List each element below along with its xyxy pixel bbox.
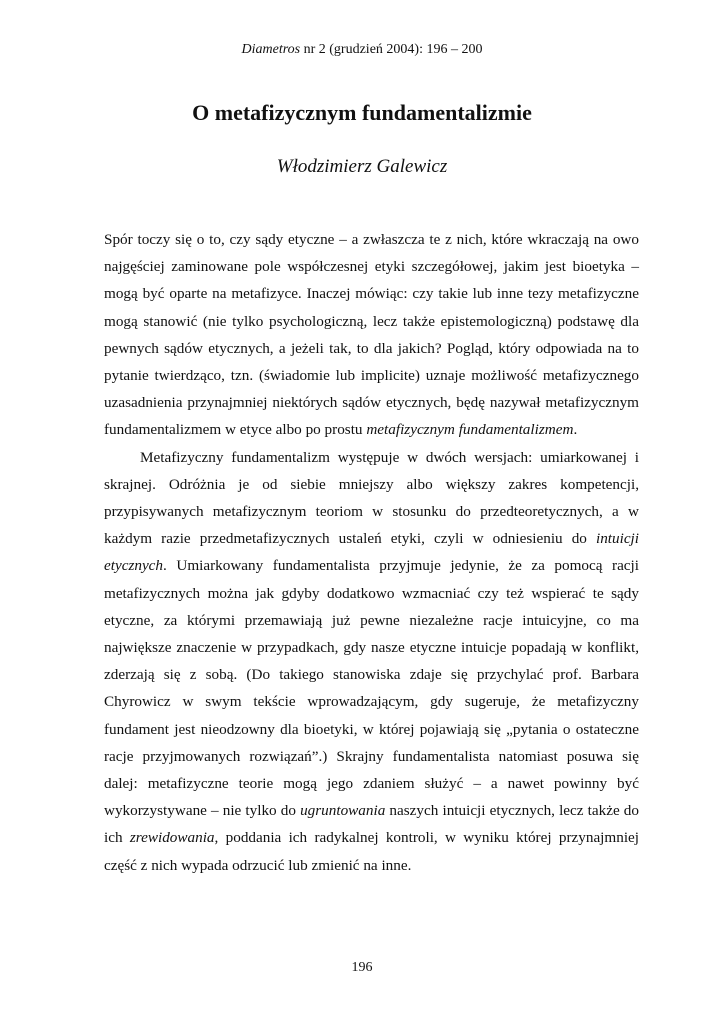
article-body [104,226,639,879]
paragraph-1-end: . [573,421,578,439]
article-author: Włodzimierz Galewicz [276,156,448,177]
issue-info: nr 2 (grudzień 2004): 196 – 200 [300,42,483,57]
paragraph-2-part3: naszych intuicji etycznych, lecz także do ich [104,802,639,847]
paragraph-2-part2: . Umiarkowany fundamentalista przyjmuje jedynie, że za pomocą racji metafizycznych można jak gdyby dodatkowo wzmacniać czy też wspierać te sądy etyczne, za którymi przemawiają już pewne niezależne racje intuicyjne, co ma największe znaczenie w przypadkach, gdy nasze etyczne intuicje popadają w konflikt, zderzają się z sobą. (Do takiego stanowiska zdaje się przychylać prof. Barbara Chyrowicz w swym tekście wprowadzającym, gdy sugeruje, że metafizyczny fundament jest nieodzowny dla bioetyki, w której pojawiają się „pytania o ostateczne racje przyjmowanych rozwiązań”.) Skrajny fundamentalista natomiast posuwa się dalej: metafizyczne teorie mogą jego zdaniem służyć – a nawet powinny być wykorzystywane – nie tylko do [104,557,639,820]
journal-header [0,42,724,58]
paragraph-2 [104,444,639,879]
paragraph-1-emphasis: metafizycznym fundamentalizmem [366,421,574,439]
paragraph-1-text: Spór toczy się o to, czy sądy etyczne – a zwłaszcza te z nich, które wkraczają na owo najgęściej zaminowane pole współczesnej etyki szczegółowej, jakim jest bioetyka – mogą być oparte na metafizyce. Inaczej mówiąc: czy takie lub inne tezy metafizyczne mogą stanowić (nie tylko psychologiczną, lecz także epistemologiczną) podstawę dla pewnych sądów etycznych, a jeżeli tak, to dla jakich? Pogląd, który odpowiada na to pytanie twierdząco, tzn. (świadomie lub implicite) uznaje możliwość metafizycznego uzasadnienia przynajmniej niektórych sądów etycznych, będę nazywał metafizycznym fundamentalizmem w etyce albo po prostu [104,231,639,439]
paragraph-2-emphasis-2: ugruntowania [300,802,386,820]
paragraph-2-part1: Metafizyczny fundamentalizm występuje w dwóch wersjach: umiarkowanej i skrajnej. Odróżnia je od siebie mniejszy albo większy zakres kompetencji, przypisywanych metafizycznym teoriom w stosunku do przedteoretycznych, a w każdym razie przedmetafizycznych ustaleń etyki, czyli w odniesieniu do [104,448,639,548]
article-title: O metafizycznym fundamentalizmie [192,100,532,125]
page-number: 196 [351,960,373,975]
paragraph-1 [104,226,639,444]
journal-name: Diametros [241,42,301,57]
paragraph-2-emphasis-1: intuicji etycznych [104,530,639,575]
paragraph-2-part4: , poddania ich radykalnej kontroli, w wyniku której przynajmniej część z nich wypada odrzucić lub zmienić na inne. [104,829,639,874]
paragraph-2-emphasis-3: zrewidowania [129,829,215,847]
